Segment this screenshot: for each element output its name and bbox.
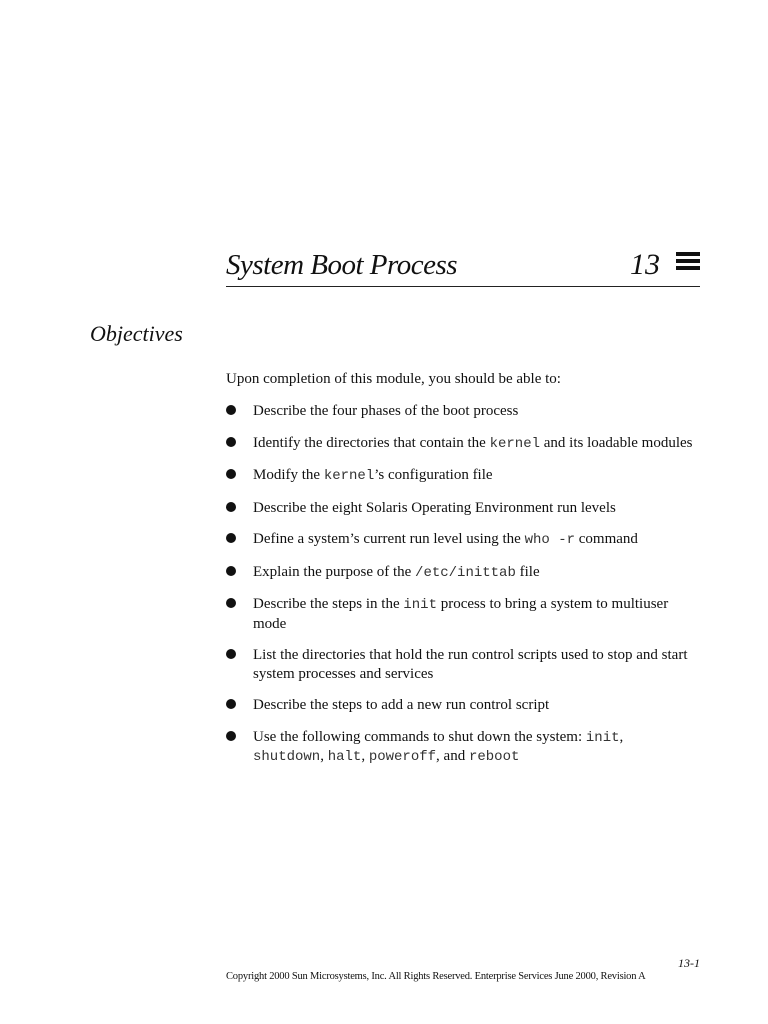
- objective-text: Describe the steps in the: [253, 596, 404, 612]
- intro-text: Upon completion of this module, you should be able to:: [226, 371, 561, 387]
- objective-text: , and: [436, 748, 469, 764]
- objective-text: Describe the eight Solaris Operating Environment run levels: [253, 499, 616, 516]
- objectives-list: [226, 402, 696, 780]
- chapter-header: [226, 246, 700, 287]
- objective-item: [226, 696, 696, 715]
- objective-text: Describe the four phases of the boot process: [253, 403, 519, 419]
- command-text: halt: [327, 749, 362, 765]
- bullet-icon: [226, 731, 236, 741]
- objective-text: ’s configuration file: [374, 467, 493, 483]
- objective-text: Use the following commands to shut down the system:: [253, 728, 586, 745]
- command-text: kernel: [489, 435, 541, 452]
- objective-item: [226, 466, 696, 486]
- objective-text: and its loadable modules: [540, 434, 693, 451]
- objective-text: command: [575, 531, 638, 547]
- bullet-icon: [226, 566, 236, 576]
- bullet-icon: [226, 598, 236, 608]
- bullet-icon: [226, 699, 236, 709]
- command-text: init: [585, 729, 620, 746]
- chapter-bars-icon: [676, 252, 700, 276]
- objective-item: [226, 646, 696, 683]
- command-text: poweroff: [368, 749, 437, 765]
- objective-item: [226, 728, 696, 767]
- command-text: shutdown: [253, 749, 321, 765]
- objective-text: ,: [619, 728, 624, 745]
- command-text: kernel: [323, 468, 375, 484]
- objective-text: Modify the: [253, 467, 324, 483]
- command-text: who -r: [524, 532, 576, 548]
- copyright-notice: Copyright 2000 Sun Microsystems, Inc. All Rights Reserved. Enterprise Services June 2000, Revision A: [226, 971, 646, 982]
- objective-text: Explain the purpose of the: [253, 563, 416, 580]
- bullet-icon: [226, 469, 236, 479]
- bullet-icon: [226, 437, 236, 447]
- objective-text: Define a system’s current run level using the: [253, 531, 525, 547]
- objective-text: List the directories that hold the run control scripts used to stop and start system processes and services: [253, 647, 688, 682]
- chapter-number: 13: [630, 248, 660, 281]
- bullet-icon: [226, 533, 236, 543]
- objective-item: [226, 563, 696, 583]
- bullet-icon: [226, 649, 236, 659]
- page-number: 13-1: [678, 956, 700, 970]
- command-text: /etc/inittab: [415, 564, 516, 581]
- command-text: reboot: [468, 749, 520, 765]
- objective-item: [226, 499, 696, 518]
- objective-item: [226, 402, 696, 421]
- objective-text: process to bring a system to multiuser mode: [253, 596, 669, 632]
- objective-text: Identify the directories that contain the: [253, 434, 490, 451]
- objective-text: ,: [361, 748, 369, 764]
- objective-text: file: [515, 563, 540, 580]
- bullet-icon: [226, 502, 236, 512]
- objective-item: [226, 434, 696, 454]
- objective-text: Describe the steps to add a new run control script: [253, 697, 550, 713]
- objective-item: [226, 595, 696, 633]
- bullet-icon: [226, 405, 236, 415]
- section-heading: Objectives: [90, 321, 183, 346]
- objective-item: [226, 530, 696, 550]
- chapter-title: System Boot Process: [226, 249, 458, 281]
- command-text: init: [403, 597, 437, 613]
- objective-text: ,: [320, 748, 328, 764]
